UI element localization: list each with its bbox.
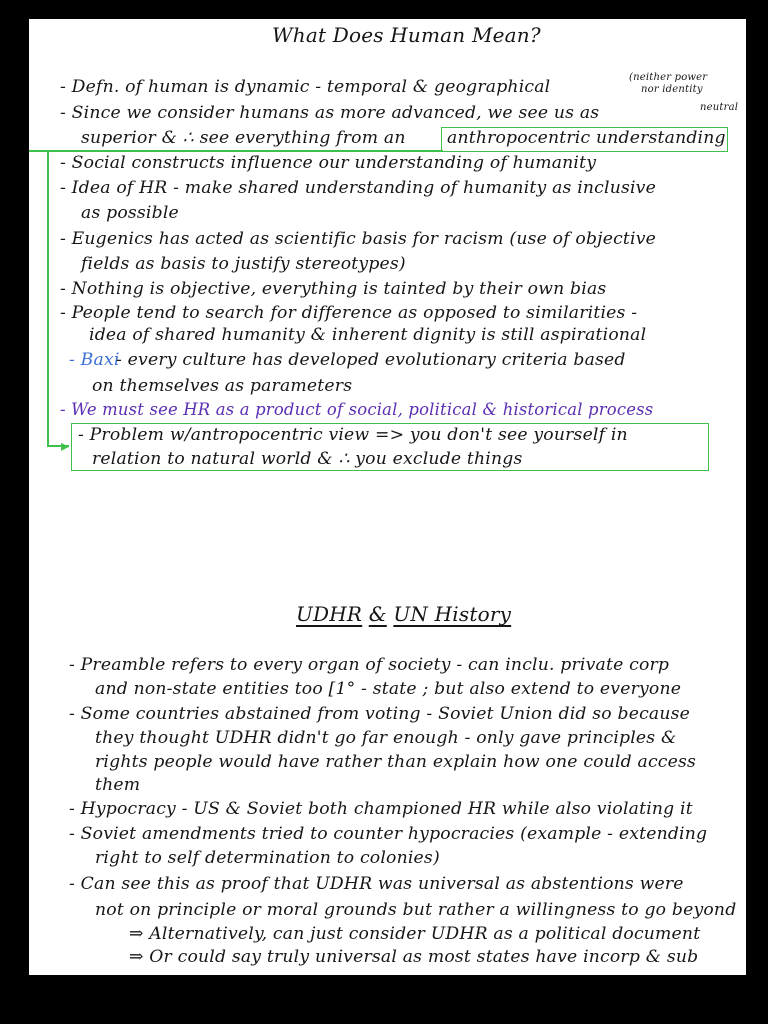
s2-line-9: right to self determination to colonies) [95, 848, 440, 868]
arrow-right-icon: ▸ [61, 436, 70, 455]
s1-line-4: - Social constructs influence our understanding of humanity [60, 153, 597, 173]
side-note-mid: nor identity [641, 84, 703, 95]
s1-line-8: fields as basis to justify stereotypes) [81, 254, 406, 274]
s1-line-2: - Since we consider humans as more advanced, we see us as [60, 103, 600, 123]
s1-line-5: - Idea of HR - make shared understanding of humanity as inclusive [60, 178, 656, 198]
boxed-phrase: anthropocentric understanding [447, 128, 726, 148]
s2-line-7: - Hypocracy - US & Soviet both championed HR while also violating it [69, 799, 693, 819]
s2-line-12: ⇒ Alternatively, can just consider UDHR as a political document [129, 924, 701, 944]
s1-line-6: as possible [81, 203, 179, 223]
s2-line-3: - Some countries abstained from voting - Soviet Union did so because [69, 704, 691, 724]
s2-line-6: them [95, 775, 141, 795]
title-udhr: UDHR [296, 602, 363, 626]
side-note-neutral: neutral [700, 102, 739, 113]
s1-line-3: superior & ∴ see everything from an [81, 128, 406, 148]
s1-line-9: - Nothing is objective, everything is tainted by their own bias [60, 279, 607, 299]
baxi-name: - Baxi [69, 350, 120, 370]
s2-line-13: ⇒ Or could say truly universal as most states have incorp & sub [129, 947, 699, 967]
s1-line-10: - People tend to search for difference as opposed to similarities - [60, 303, 638, 323]
s2-line-1: - Preamble refers to every organ of society - can inclu. private corp [69, 655, 670, 675]
title-un-history: UN History [393, 602, 512, 626]
s1-line-16: relation to natural world & ∴ you exclude things [92, 449, 523, 469]
s1-line-14: - We must see HR as a product of social, political & historical process [60, 400, 654, 419]
s1-line-12-rest: - every culture has developed evolutionary criteria based [116, 350, 626, 370]
s1-line-7: - Eugenics has acted as scientific basis for racism (use of objective [60, 229, 656, 249]
s2-line-2: and non-state entities too [1° - state ; but also extend to everyone [95, 679, 682, 699]
s2-line-8: - Soviet amendments tried to counter hypocracies (example - extending [69, 824, 708, 844]
s1-line-13: on themselves as parameters [92, 376, 353, 396]
connector-top-line [29, 150, 443, 152]
title-amp: & [368, 602, 387, 626]
side-note-top: (neither power [629, 72, 708, 83]
s1-line-11: idea of shared humanity & inherent dignity is still aspirational [89, 325, 647, 345]
s1-line-1: - Defn. of human is dynamic - temporal & geographical [60, 77, 551, 97]
s2-line-11: not on principle or moral grounds but rather a willingness to go beyond [95, 900, 737, 920]
section1-title: What Does Human Mean? [272, 23, 541, 47]
notes-page [29, 19, 746, 975]
s2-line-4: they thought UDHR didn't go far enough - only gave principles & [95, 728, 677, 748]
s2-line-5: rights people would have rather than explain how one could access [95, 752, 697, 772]
s2-line-10: - Can see this as proof that UDHR was universal as abstentions were [69, 874, 684, 894]
section2-title [296, 602, 511, 626]
s1-line-15: - Problem w/antropocentric view => you don't see yourself in [78, 425, 628, 445]
connector-vertical-line [47, 150, 49, 446]
